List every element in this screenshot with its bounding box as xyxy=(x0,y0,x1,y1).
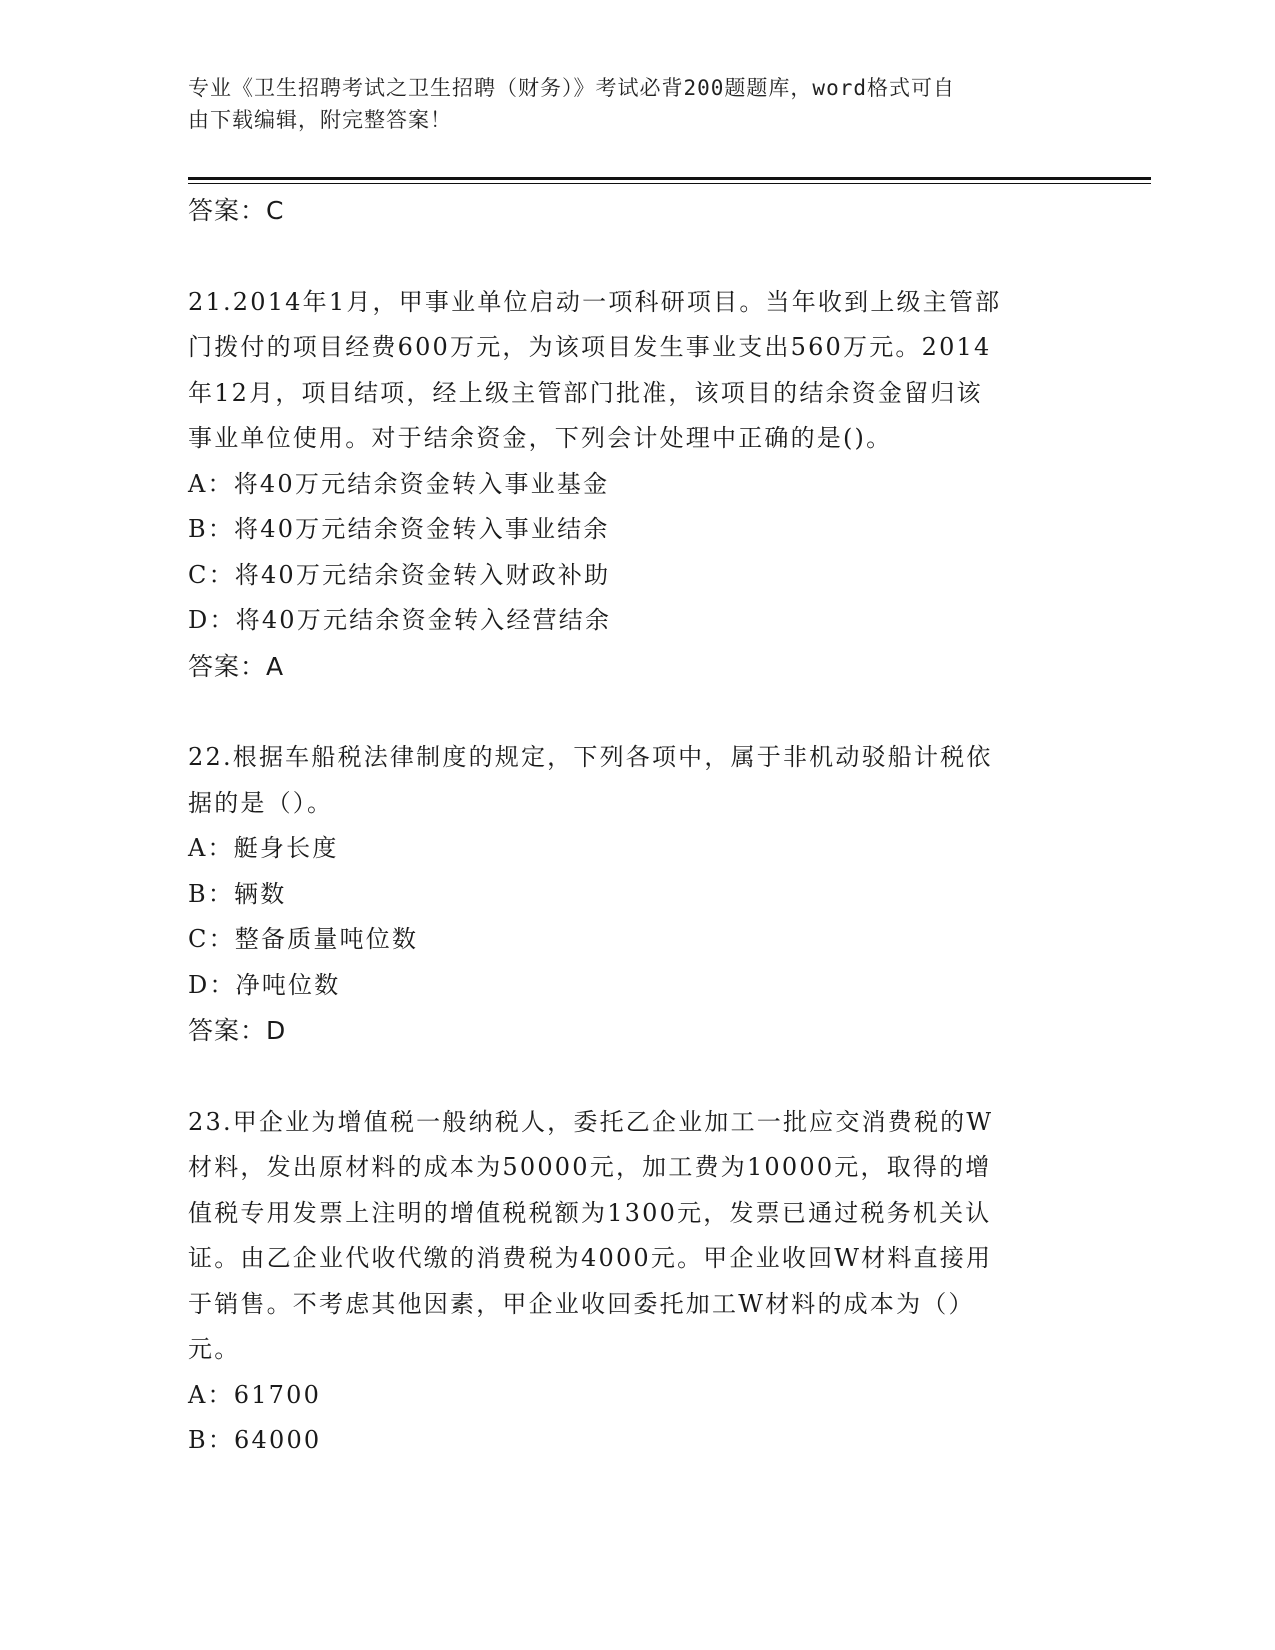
document-body xyxy=(188,188,1088,1464)
document-header xyxy=(188,72,1088,136)
header-rule-thick xyxy=(188,177,1151,180)
question-text-line: 于销售。不考虑其他因素，甲企业收回委托加工W材料的成本为（） xyxy=(188,1289,975,1318)
answer-22: 答案：D xyxy=(188,1016,287,1045)
header-rule-thin xyxy=(188,183,1151,184)
question-23 xyxy=(188,1100,1088,1464)
spacer xyxy=(188,689,1088,735)
question-text-line: 22.根据车船税法律制度的规定，下列各项中，属于非机动驳船计税依 xyxy=(188,743,993,771)
question-text-line: 值税专用发票上注明的增值税税额为1300元，发票已通过税务机关认 xyxy=(188,1198,992,1227)
question-22 xyxy=(188,735,1088,1054)
question-text-line: 年12月，项目结项，经上级主管部门批准，该项目的结余资金留归该 xyxy=(188,378,983,407)
spacer xyxy=(188,1054,1088,1100)
option-d: D：将40万元结余资金转入经营结余 xyxy=(188,606,612,634)
option-c: C：整备质量吨位数 xyxy=(188,925,419,953)
option-c: C：将40万元结余资金转入财政补助 xyxy=(188,560,611,589)
question-text-line: 事业单位使用。对于结余资金，下列会计处理中正确的是()。 xyxy=(188,424,893,452)
question-text-line: 元。 xyxy=(188,1335,241,1363)
option-b: B：辆数 xyxy=(188,879,287,908)
option-b: B：将40万元结余资金转入事业结余 xyxy=(188,515,610,543)
question-text-line: 门拨付的项目经费600万元，为该项目发生事业支出560万元。2014 xyxy=(188,333,992,361)
option-a: A：将40万元结余资金转入事业基金 xyxy=(188,469,610,498)
answer-21: 答案：A xyxy=(188,651,285,681)
question-text-line: 据的是（）。 xyxy=(188,788,334,817)
question-text-line: 材料，发出原材料的成本为50000元，加工费为10000元，取得的增 xyxy=(188,1153,992,1181)
question-text-line: 证。由乙企业代收代缴的消费税为4000元。甲企业收回W材料直接用 xyxy=(188,1244,993,1272)
option-a: A：61700 xyxy=(188,1380,322,1409)
question-21 xyxy=(188,280,1088,690)
option-d: D：净吨位数 xyxy=(188,970,341,999)
question-text-line: 23.甲企业为增值税一般纳税人，委托乙企业加工一批应交消费税的W xyxy=(188,1107,994,1136)
answer-previous: 答案：C xyxy=(188,196,285,225)
question-text-line: 21.2014年1月，甲事业单位启动一项科研项目。当年收到上级主管部 xyxy=(188,287,1002,316)
option-b: B：64000 xyxy=(188,1426,322,1454)
header-line-2: 由下载编辑，附完整答案！ xyxy=(188,108,452,132)
header-line-1: 专业《卫生招聘考试之卫生招聘（财务）》考试必背200题题库，word格式可自 xyxy=(188,76,955,100)
spacer xyxy=(188,234,1088,280)
option-a: A：艇身长度 xyxy=(188,834,339,862)
